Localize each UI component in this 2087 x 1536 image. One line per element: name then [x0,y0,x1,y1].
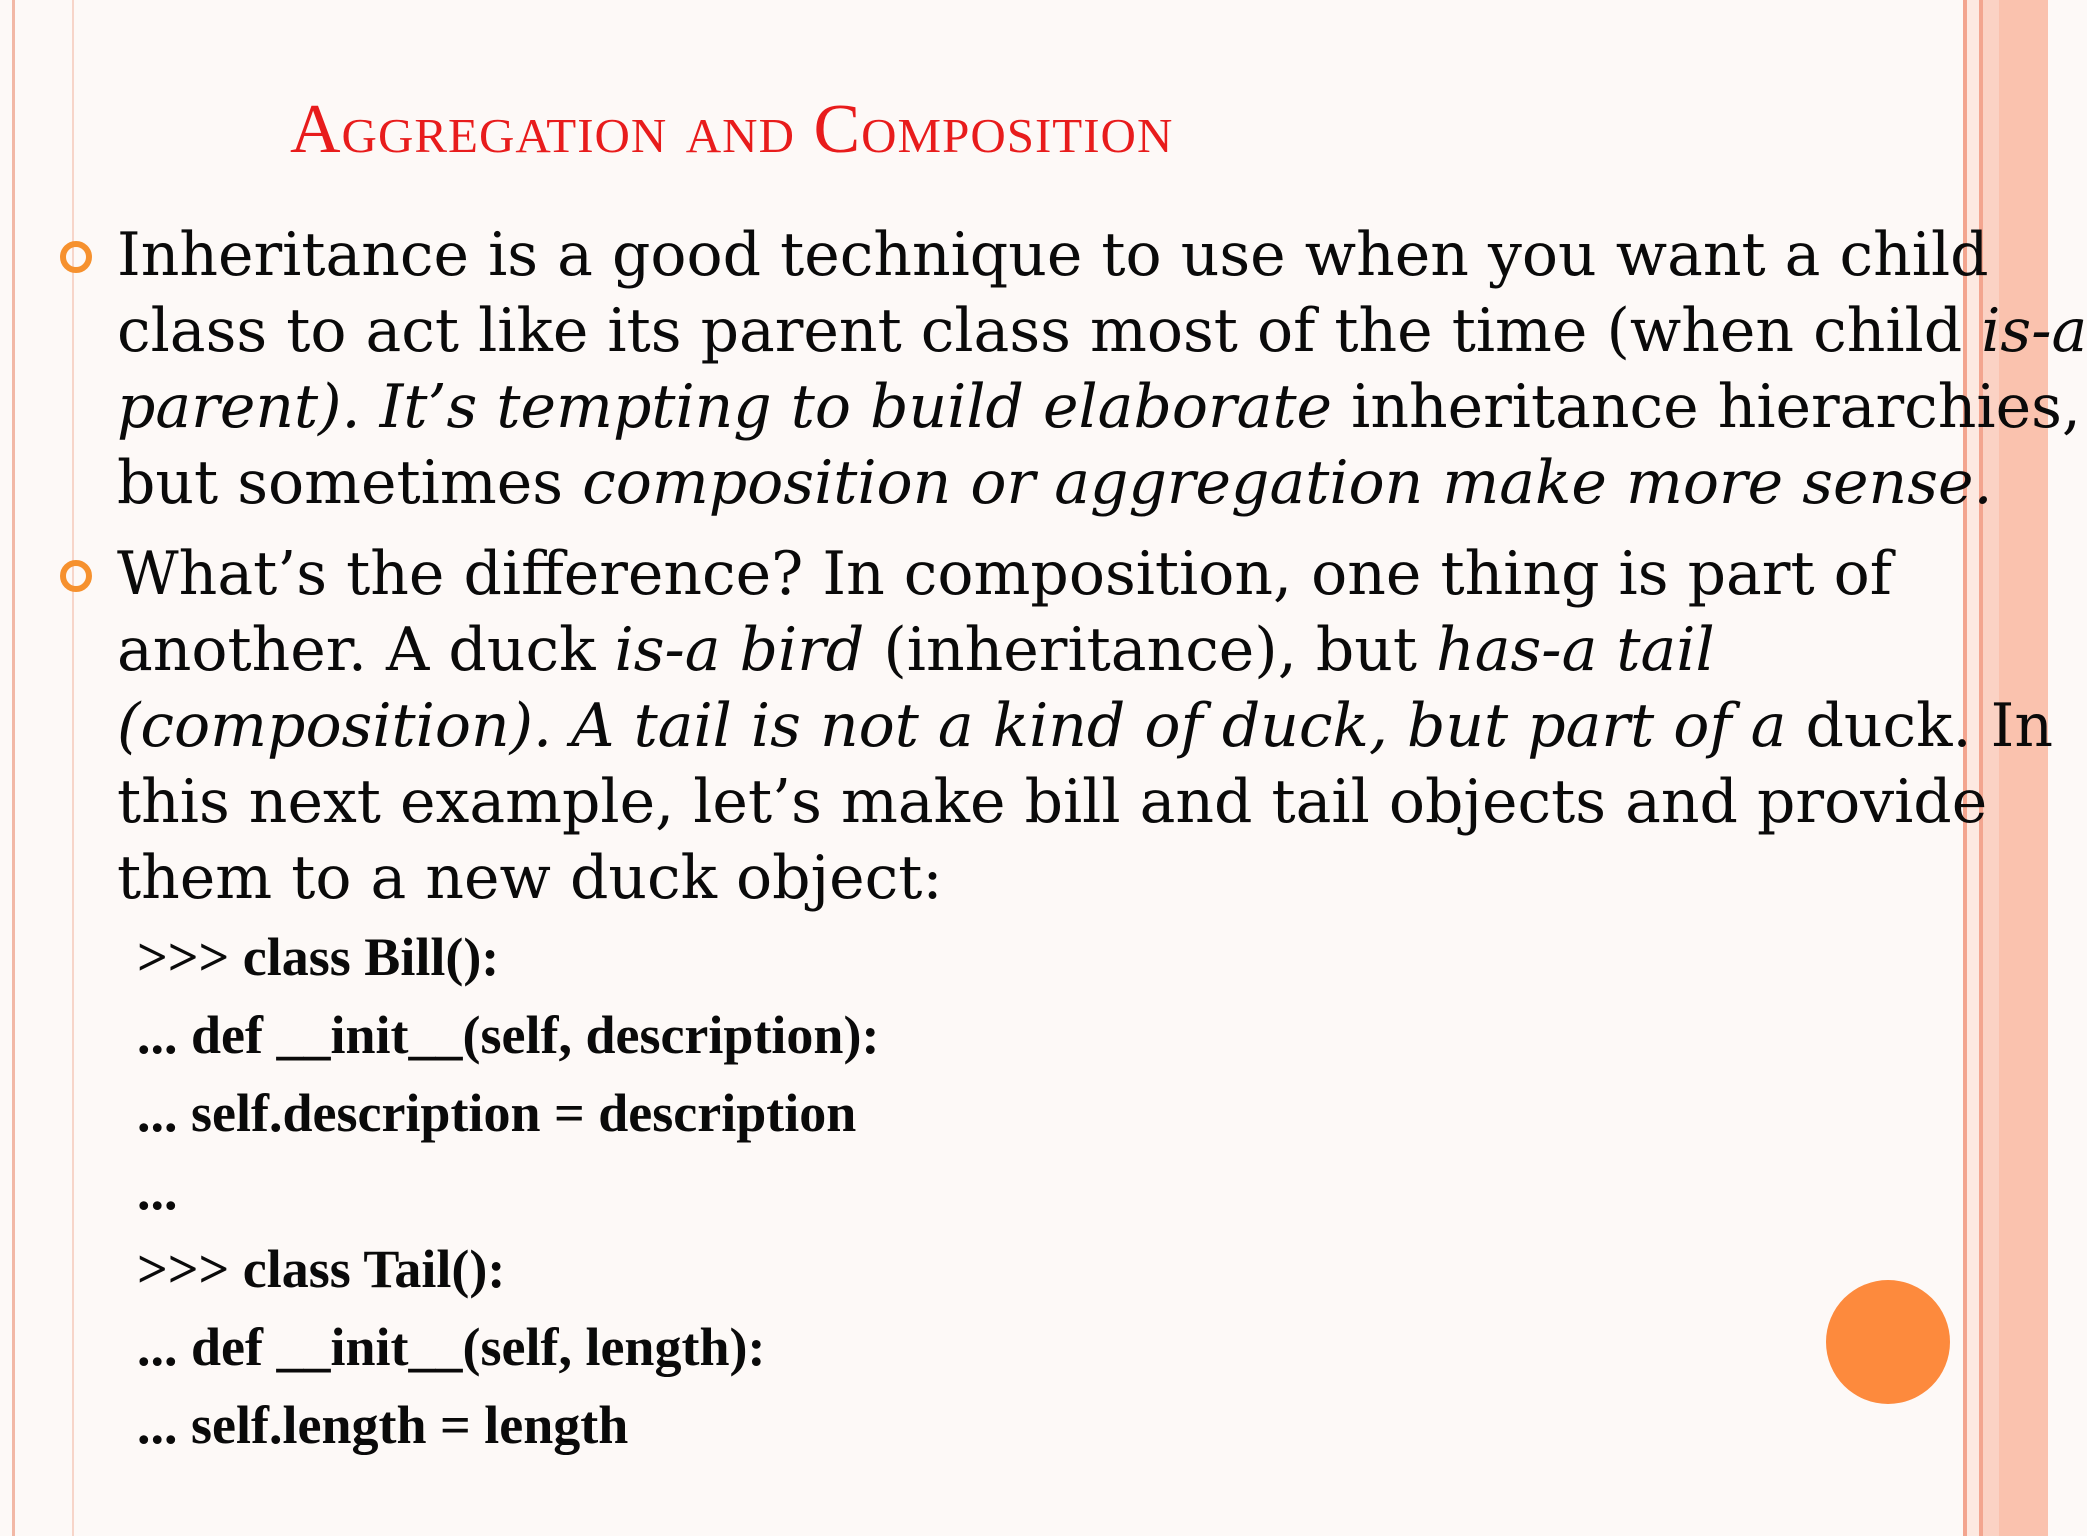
code-line: ... [137,1161,178,1221]
bullet-line [117,764,1988,840]
bullet-line [117,293,2087,369]
code-line: ... self.length = length [137,1395,629,1455]
bullet-line [117,536,1980,612]
left-border-line [12,0,15,1536]
slide-title: Aggregation and Composition [290,91,1174,168]
italic-text: is-a bird [614,615,865,685]
code-line: ... self.description = description [137,1083,857,1143]
code-line: ... def __init__(self, description): [137,1005,880,1065]
text-run: class to act like its parent class most of the time (when child [117,296,1982,366]
code-line: >>> class Tail(): [137,1239,506,1299]
right-border-stripe [1999,0,2048,1536]
text-run: duck. In [1786,691,2054,761]
code-line: ... def __init__(self, length): [137,1317,766,1377]
italic-text: (composition). A tail is not a kind of duck, but part of a [117,691,1787,761]
italic-text: has-a tail [1436,615,1715,685]
text-run: this next example, let’s make bill and tail objects and provide [117,767,1988,837]
text-run: inheritance hierarchies, [1332,372,2081,442]
italic-text: is-a [1981,296,2087,366]
code-block [137,918,879,1464]
text-run: but sometimes [117,448,583,518]
bullet-circle-icon [60,560,92,592]
text-run: What’s the difference? In composition, one thing is part of [117,539,1892,609]
italic-text: composition or aggregation make more sense. [582,448,1993,518]
text-run: another. A duck [117,615,615,685]
code-line: >>> class Bill(): [137,927,500,987]
bullet-line [117,612,1980,688]
bullet-paragraph [60,536,2054,916]
bullet-line [117,445,1993,521]
bullet-paragraph [60,217,2087,521]
text-run: (inheritance), but [864,615,1437,685]
italic-text: parent). It’s tempting to build elaborate [117,372,1333,442]
bullet-line [117,840,1980,916]
bullet-line [117,369,2081,445]
bullet-line [117,217,1989,293]
bullet-line [117,688,2054,764]
text-run: them to a new duck object: [117,843,943,913]
text-run: Inheritance is a good technique to use when you want a child [117,220,1989,290]
bullet-list [60,217,2087,916]
bullet-circle-icon [60,241,92,273]
decorative-orange-circle [1826,1280,1950,1404]
